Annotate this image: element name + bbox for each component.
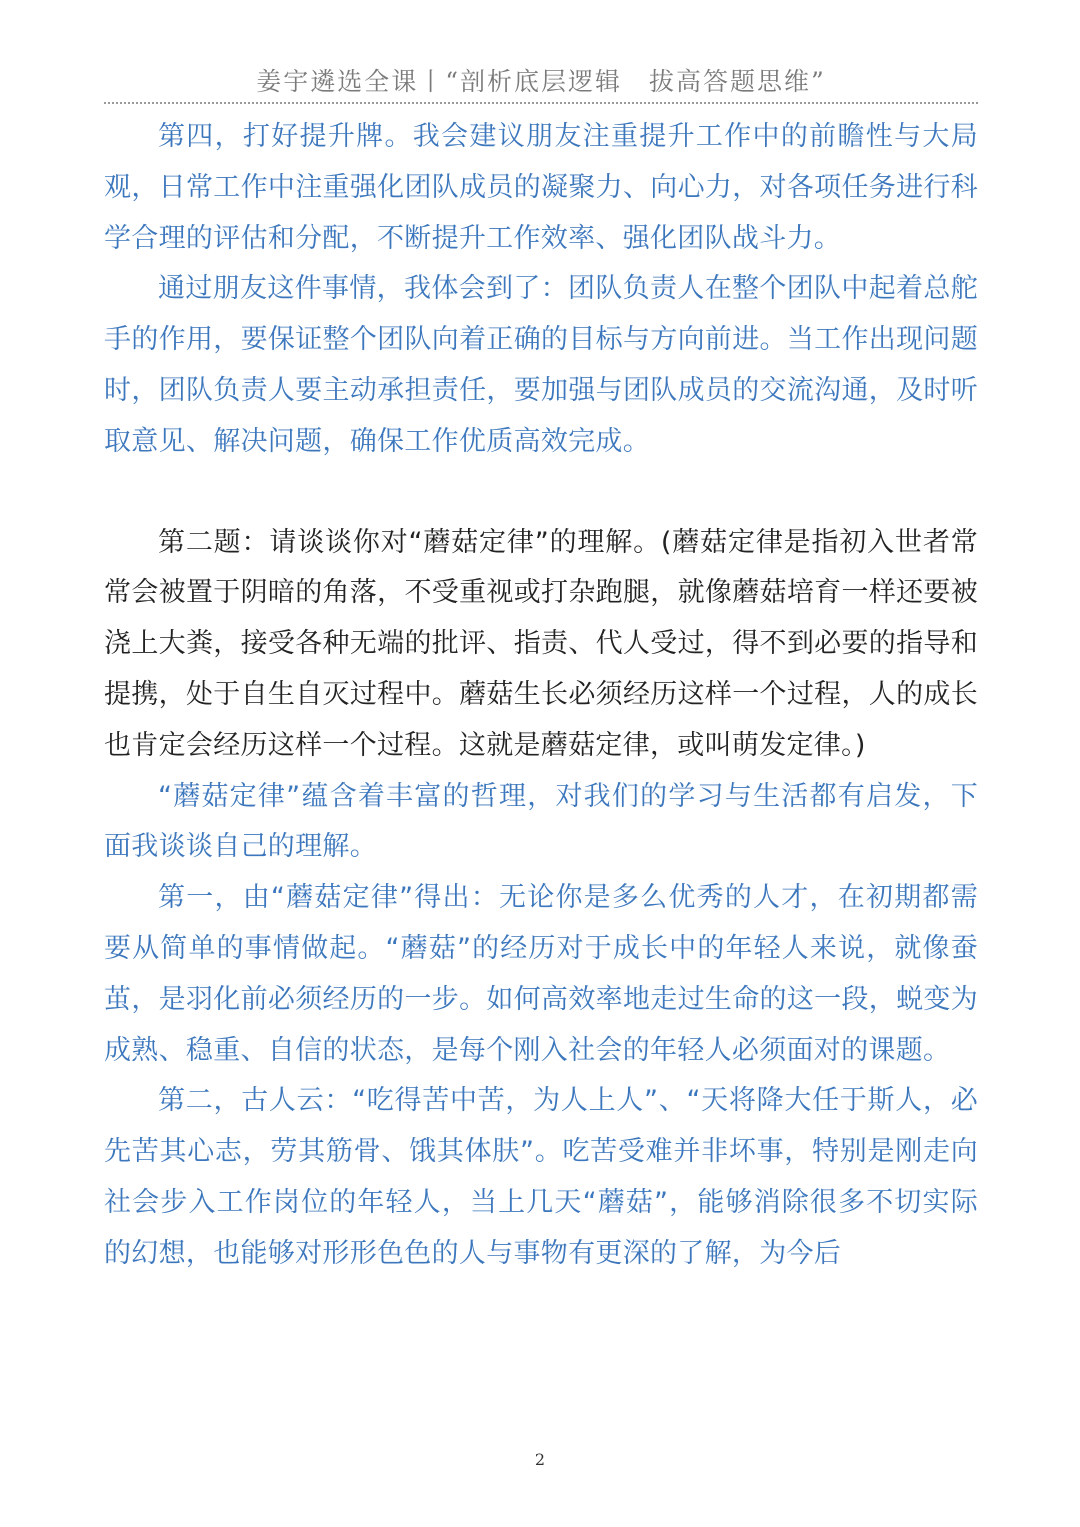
paragraph-spacer [104, 468, 978, 518]
page-number: 2 [534, 1450, 546, 1469]
document-body [104, 112, 978, 1280]
paragraph-answer-intro: “蘑菇定律”蕴含着丰富的哲理，对我们的学习与生活都有启发，下面我谈谈自己的理解。 [104, 780, 978, 863]
paragraph-answer-conclusion: 通过朋友这件事情，我体会到了：团队负责人在整个团队中起着总舵手的作用，要保证整个团队向着正确的目标与方向前进。当工作出现问题时，团队负责人要主动承担责任，要加强与团队成员的交流沟通，及时听取意见、解决问题，确保工作优质高效完成。 [104, 273, 978, 457]
paragraph-answer-fourth-point: 第四，打好提升牌。我会建议朋友注重提升工作中的前瞻性与大局观，日常工作中注重强化团队成员的凝聚力、向心力，对各项任务进行科学合理的评估和分配，不断提升工作效率、强化团队战斗力。 [104, 121, 978, 254]
paragraph-answer-first-point: 第一，由“蘑菇定律”得出：无论你是多么优秀的人才，在初期都需要从简单的事情做起。“蘑菇”的经历对于成长中的年轻人来说，就像蚕茧，是羽化前必须经历的一步。如何高效率地走过生命的这一段，蜕变为成熟、稳重、自信的状态，是每个刚入社会的年轻人必须面对的课题。 [104, 882, 978, 1066]
header-divider [104, 102, 978, 104]
paragraph-answer-second-point: 第二，古人云：“吃得苦中苦，为人上人”、“天将降大任于斯人，必先苦其心志，劳其筋骨、饿其体肤”。吃苦受难并非坏事，特别是刚走向社会步入工作岗位的年轻人，当上几天“蘑菇”，能够消除很多不切实际的幻想，也能够对形形色色的人与事物有更深的了解，为今后 [104, 1085, 978, 1269]
page-header: 姜宇遴选全课丨“剖析底层逻辑 拔高答题思维” [256, 67, 826, 96]
paragraph-question-two: 第二题：请谈谈你对“蘑菇定律”的理解。(蘑菇定律是指初入世者常常会被置于阴暗的角落，不受重视或打杂跑腿，就像蘑菇培育一样还要被浇上大粪，接受各种无端的批评、指责、代人受过，得不到必要的指导和提携，处于自生自灭过程中。蘑菇生长必须经历这样一个过程，人的成长也肯定会经历这样一个过程。这就是蘑菇定律，或叫萌发定律。) [104, 526, 978, 761]
